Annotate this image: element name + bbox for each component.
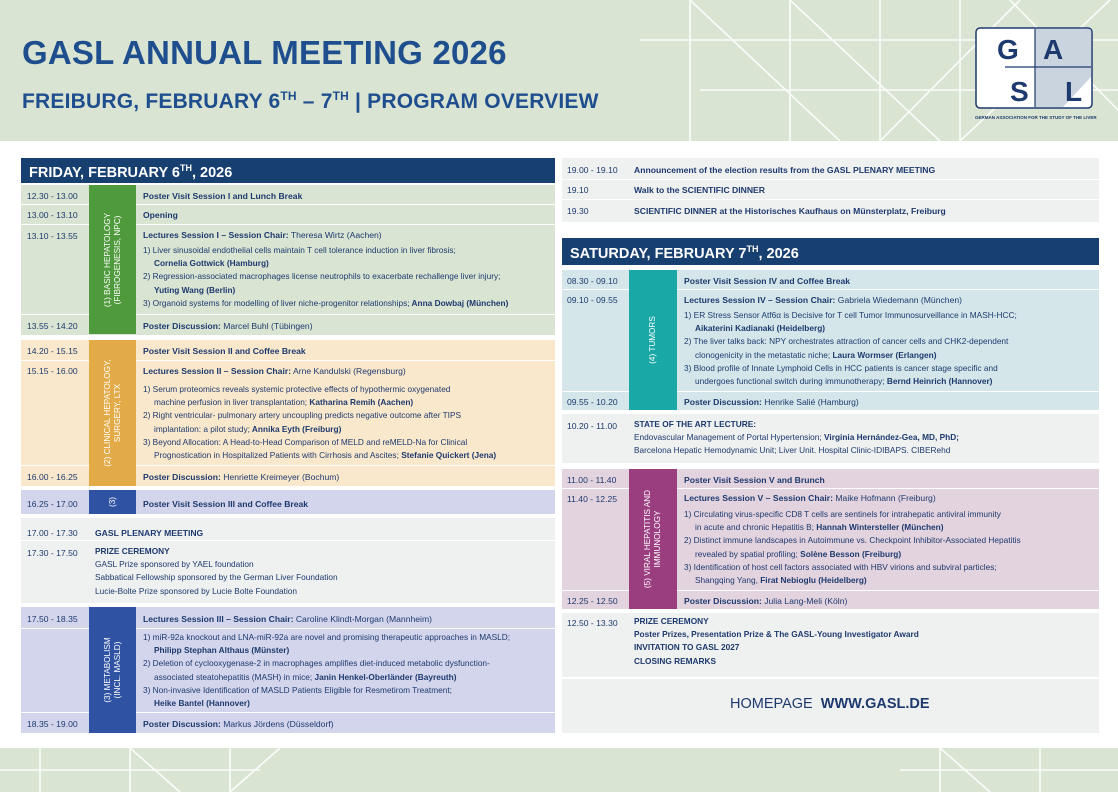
saturday-header: SATURDAY, FEBRUARY 7TH, 2026 <box>562 238 1099 265</box>
session-item: Opening <box>143 210 178 220</box>
poster-discussion: Poster Discussion: Markus Jördens (Düsseldorf) <box>143 719 334 729</box>
time: 14.20 - 15.15 <box>27 346 78 356</box>
evening-item: Announcement of the election results from the GASL PLENARY MEETING <box>634 165 936 175</box>
time: 13.10 - 13.55 <box>27 231 78 241</box>
time: 12.25 - 12.50 <box>567 596 618 606</box>
gasl-logo <box>975 27 1097 120</box>
time: 08.30 - 09.10 <box>567 276 618 286</box>
session-chair: Lectures Session IV – Session Chair: Gabriela Wiedemann (München) <box>684 295 962 305</box>
session-item: Poster Visit Session V and Brunch <box>684 475 825 485</box>
time: 17.30 - 17.50 <box>27 548 78 558</box>
time: 19.10 <box>567 185 589 195</box>
closing-items: PRIZE CEREMONY Poster Prizes, Presentation Prize & The GASL-Young Investigator Award INVITATION TO GASL 2027 CLOSING REMARKS <box>634 616 919 666</box>
logo-letter-l: L <box>1065 76 1083 107</box>
lecture-list: 1) ER Stress Sensor Atf6α is Decisive for T cell Tumor Immunosurveillance in MASH-HCC; Aikaterini Kadianaki (Heidelberg) 2) The liver talks back: NPY orchestrates attraction of cancer cells and CHK2-dependent clonogenicity in the metastatic niche; Laura Wormser (Erlangen) 3) Blood profile of Innate Lymphoid Cells in HCC patients is cancer stage specific and undergoes functional switch during immunotherapy; Bernd Heinrich (Hannover) <box>684 310 1017 387</box>
session-3a-label: (3) <box>89 490 136 514</box>
evening-item: Walk to the SCIENTIFIC DINNER <box>634 185 765 195</box>
session-item: Poster Visit Session IV and Coffee Break <box>684 276 851 286</box>
poster-discussion: Poster Discussion: Julia Lang-Meli (Köln) <box>684 596 848 606</box>
plenary-meeting: GASL PLENARY MEETING <box>95 528 204 538</box>
time: 17.50 - 18.35 <box>27 614 78 624</box>
time: 09.55 - 10.20 <box>567 397 618 407</box>
footer-banner <box>0 748 1118 792</box>
session-1-label: (1) BASIC HEPATOLOGY (FIBROGENESIS, NPC) <box>89 185 136 334</box>
session-chair: Lectures Session II – Session Chair: Arne Kandulski (Regensburg) <box>143 366 406 376</box>
session-4-label: (4) TUMORS <box>629 270 677 410</box>
logo-letter-a: A <box>1043 34 1064 65</box>
session-5-label: (5) VIRAL HEPATITIS AND IMMUNOLOGY <box>629 469 677 609</box>
time: 16.00 - 16.25 <box>27 472 78 482</box>
logo-tagline: GERMAN ASSOCIATION FOR THE STUDY OF THE LIVER <box>975 115 1097 120</box>
poster-discussion: Poster Discussion: Henriette Kreimeyer (Bochum) <box>143 472 340 482</box>
homepage-link[interactable]: WWW.GASL.DE <box>820 696 930 712</box>
state-of-the-art-lecture: STATE OF THE ART LECTURE: Endovascular Management of Portal Hypertension; Virginia Hernández-Gea, MD, PhD; Barcelona Hepatic Hemodynamic Unit; Liver Unit. Hospital Clinic-IDIBAPS. CIBERehd <box>634 419 959 456</box>
logo-letter-g: G <box>997 34 1019 65</box>
page-subtitle: FREIBURG, FEBRUARY 6TH – 7TH | PROGRAM OVERVIEW <box>22 89 599 113</box>
time: 09.10 - 09.55 <box>567 295 618 305</box>
time: 15.15 - 16.00 <box>27 366 78 376</box>
time: 13.55 - 14.20 <box>27 321 78 331</box>
decorative-lines <box>0 748 1118 792</box>
lecture-list: 1) miR-92a knockout and LNA-miR-92a are novel and promising therapeutic approaches in MASLD; Philipp Stephan Althaus (Münster) 2) Deletion of cyclooxygenase-2 in macrophages amplifies diet-induced metabolic dysfunction- associated steatohepatitis (MASH) in mice; Janin Henkel-Oberländer (Bayreuth) 3) Non-invasive Identification of MASLD Patients Eligible for Resmetirom Treatment; Heike Bantel (Hannover) <box>143 632 511 709</box>
page-title: GASL ANNUAL MEETING 2026 <box>22 34 507 71</box>
prize-ceremony: PRIZE CEREMONY GASL Prize sponsored by YAEL foundation Sabbatical Fellowship sponsored by the German Liver Foundation Lucie-Bolte Prize sponsored by Lucie Bolte Foundation <box>95 546 338 596</box>
session-chair: Lectures Session III – Session Chair: Caroline Klindt-Morgan (Mannheim) <box>143 614 432 624</box>
homepage: HOMEPAGE WWW.GASL.DE <box>730 696 930 712</box>
time: 11.40 - 12.25 <box>567 494 618 504</box>
poster-discussion: Poster Discussion: Marcel Buhl (Tübingen) <box>143 321 313 331</box>
session-chair: Lectures Session V – Session Chair: Maike Hofmann (Freiburg) <box>684 493 936 503</box>
evening-item: SCIENTIFIC DINNER at the Historisches Kaufhaus on Münsterplatz, Freiburg <box>634 206 946 216</box>
poster-discussion: Poster Discussion: Henrike Salié (Hamburg) <box>684 397 859 407</box>
time: 19.30 <box>567 206 589 216</box>
session-3-label: (3) METABOLISM (INCL. MASLD) <box>89 607 136 733</box>
time: 11.00 - 11.40 <box>567 475 617 485</box>
time: 12.50 - 13.30 <box>567 618 618 628</box>
session-2-label: (2) CLINICAL HEPATOLOGY, SURGERY, LTX <box>89 340 136 486</box>
logo-letter-s: S <box>1010 76 1029 107</box>
time: 12.30 - 13.00 <box>27 191 78 201</box>
header-banner <box>0 0 1118 141</box>
lecture-list: 1) Liver sinusoidal endothelial cells maintain T cell tolerance induction in liver fibrosis; Cornelia Gottwick (Hamburg) 2) Regression-associated macrophages license neutrophils to exacerbate rechallenge liver injury; Yuting Wang (Berlin) 3) Organoid systems for modelling of liver niche-progenitor relationships; Anna Dowbaj (München) <box>143 245 509 308</box>
lecture-list: 1) Circulating virus-specific CD8 T cells are sentinels for intrahepatic antiviral immunity in acute and chronic Hepatitis B; Hannah Wintersteller (München) 2) Distinct immune landscapes in Autoimmune vs. Checkpoint Inhibitor-Associated Hepatitis revealed by spatial profiling; Solène Besson (Freiburg) 3) Identification of host cell factors associated with HBV virions and subviral particles; Shangqing Yang, Firat Nebioglu (Heidelberg) <box>684 509 1021 586</box>
session-chair: Lectures Session I – Session Chair: Theresa Wirtz (Aachen) <box>143 230 382 240</box>
time: 10.20 - 11.00 <box>567 421 618 431</box>
time: 16.25 - 17.00 <box>27 499 78 509</box>
session-item: Poster Visit Session III and Coffee Break <box>143 499 309 509</box>
lecture-list: 1) Serum proteomics reveals systemic protective effects of hypothermic oxygenated machine perfusion in liver transplantation; Katharina Remih (Aachen) 2) Right ventricular- pulmonary artery uncoupling predicts negative outcome after TIPS implantation: a pilot study; Annika Eyth (Freiburg) 3) Beyond Allocation: A Head-to-Head Comparison of MELD and reMELD-Na for Clinical Prognostication in Hospitalized Patients with Cirrhosis and Ascites; Stefanie Quickert (Jena) <box>143 384 497 461</box>
time: 19.00 - 19.10 <box>567 165 618 175</box>
time: 13.00 - 13.10 <box>27 210 78 220</box>
session-item: Poster Visit Session I and Lunch Break <box>143 191 303 201</box>
session-item: Poster Visit Session II and Coffee Break <box>143 346 306 356</box>
time: 18.35 - 19.00 <box>27 719 78 729</box>
friday-header: FRIDAY, FEBRUARY 6TH, 2026 <box>21 158 555 183</box>
time: 17.00 - 17.30 <box>27 528 78 538</box>
